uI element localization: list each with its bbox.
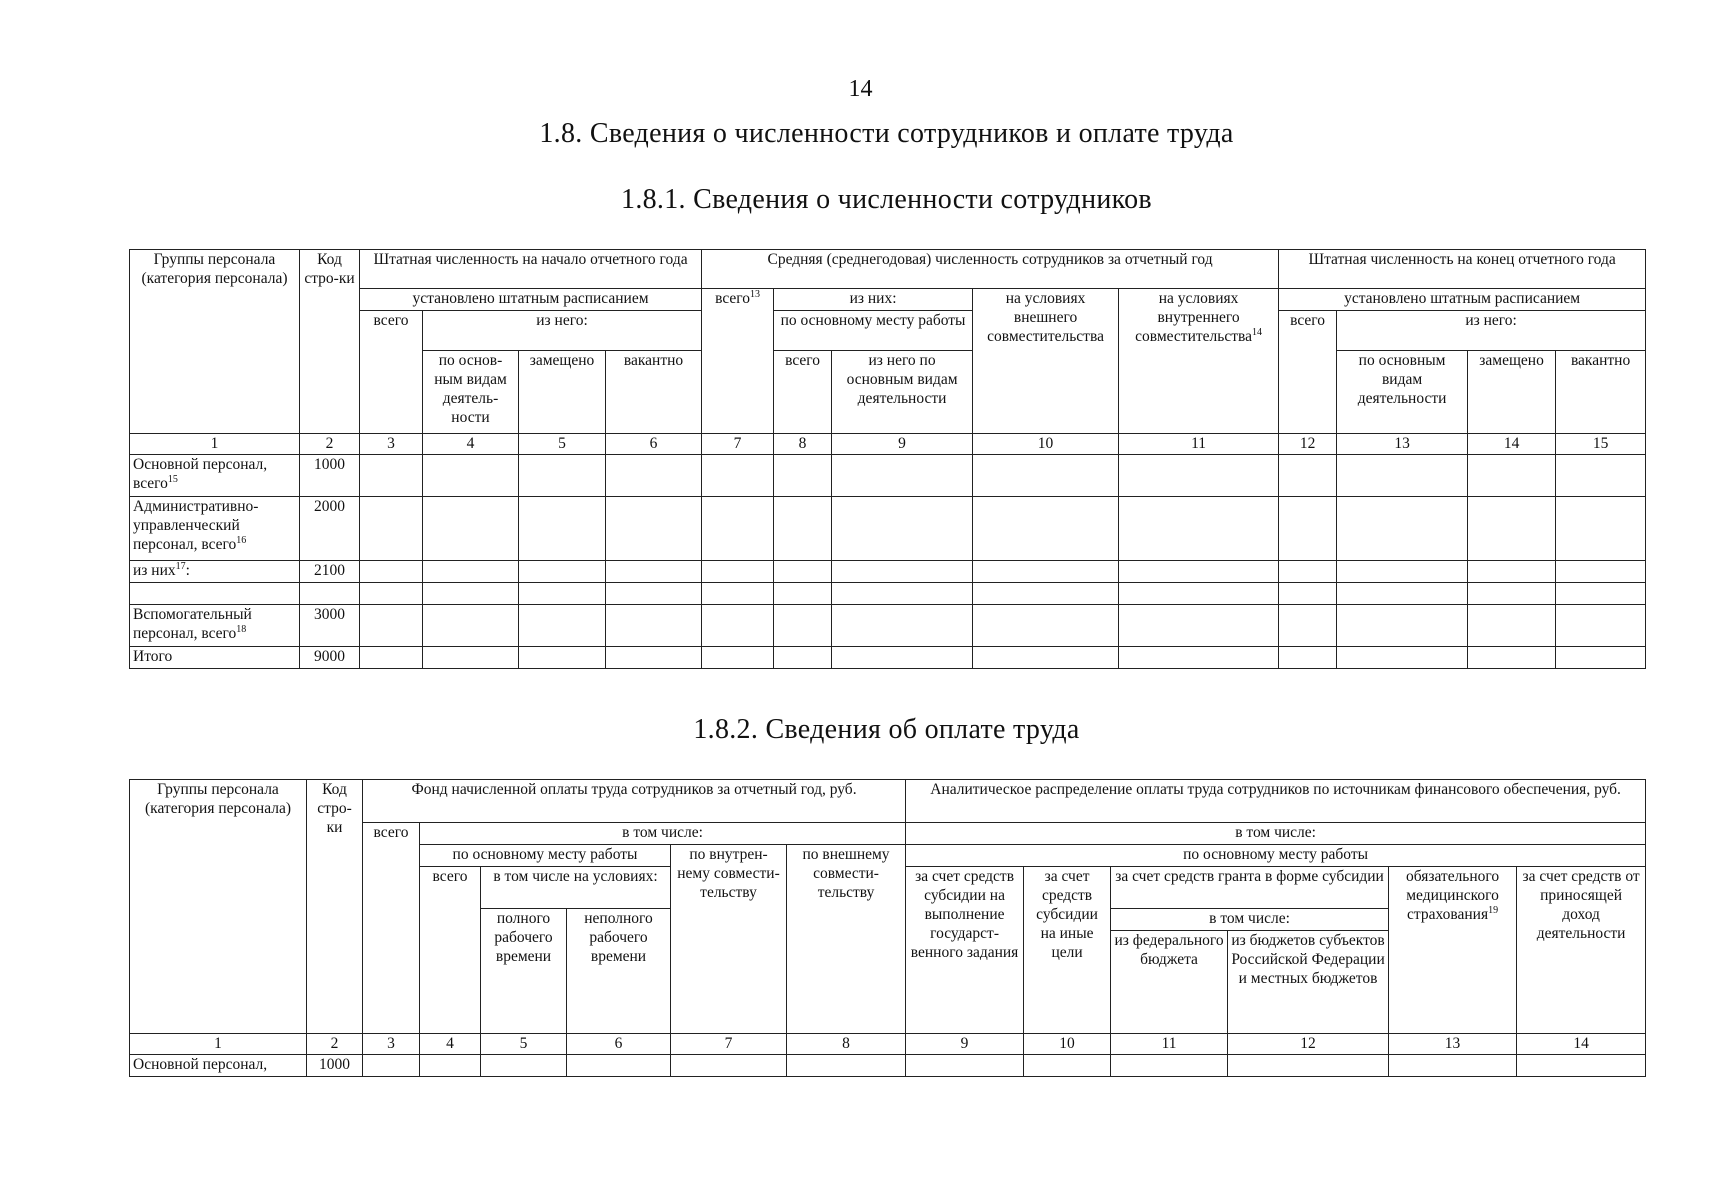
header-end-main-activity: по основным видам деятельности: [1337, 351, 1468, 434]
col-number: 8: [774, 434, 832, 455]
header-code: Код стро-ки: [300, 250, 360, 434]
row-label: [130, 583, 300, 605]
header-average-count: Средняя (среднегодовая) численность сотрудников за отчетный год: [702, 250, 1279, 289]
col-number: 5: [481, 1034, 567, 1055]
header-avg-total: всего$^{13}$: [702, 289, 774, 434]
header-fund-part-time: неполного рабочего времени: [567, 909, 671, 1034]
table-row: [130, 1055, 1646, 1077]
col-number: 9: [906, 1034, 1024, 1055]
page-number: 14: [848, 76, 873, 102]
col-number: 6: [567, 1034, 671, 1055]
table-row: [130, 605, 1646, 647]
row-label: Основной персонал,: [130, 1055, 307, 1077]
col-number: 11: [1111, 1034, 1228, 1055]
row-code: 2100: [300, 561, 360, 583]
row-label: из них$^{17}$:: [130, 561, 300, 583]
col-number: 10: [973, 434, 1119, 455]
header-avg-external: на условиях внешнего совместительства: [973, 289, 1119, 434]
header-anal-incl: в том числе:: [906, 823, 1646, 845]
header-groups: Группы персонала (категория персонала): [130, 250, 300, 434]
row-code: 2000: [300, 497, 360, 561]
header-start-vacant: вакантно: [606, 351, 702, 434]
col-number: 7: [702, 434, 774, 455]
col-number: 2: [307, 1034, 363, 1055]
row-label: Итого: [130, 647, 300, 669]
col-number: 13: [1389, 1034, 1517, 1055]
header-fund-external: по внешнему совмести-тельству: [787, 845, 906, 1034]
row-code: 1000: [300, 455, 360, 497]
header-start-filled: замещено: [519, 351, 606, 434]
header-start-of-year: Штатная численность на начало отчетного года: [360, 250, 702, 289]
payroll-table: [129, 779, 1646, 1077]
header-fund-full-time: полного рабочего времени: [481, 909, 567, 1034]
header-groups: Группы персонала (категория персонала): [130, 780, 307, 1034]
header-fund-main-total: всего: [420, 867, 481, 1034]
row-code: 3000: [300, 605, 360, 647]
header-end-total: всего: [1279, 311, 1337, 434]
header-end-of-year: Штатная численность на конец отчетного года: [1279, 250, 1646, 289]
header-avg-main-activity: из него по основным видам деятельности: [832, 351, 973, 434]
staff-count-table: [129, 249, 1646, 669]
header-end-filled: замещено: [1468, 351, 1556, 434]
col-number: 1: [130, 1034, 307, 1055]
header-anal-main-place: по основному месту работы: [906, 845, 1646, 867]
row-label: Административно-управленческий персонал, всего$^{16}$: [130, 497, 300, 561]
col-number: 14: [1468, 434, 1556, 455]
header-anal-federal: из федерального бюджета: [1111, 931, 1228, 1034]
row-label: Вспомогательный персонал, всего$^{18}$: [130, 605, 300, 647]
col-number: 9: [832, 434, 973, 455]
table-row: [130, 583, 1646, 605]
col-number: 8: [787, 1034, 906, 1055]
col-number: 12: [1228, 1034, 1389, 1055]
col-number: 5: [519, 434, 606, 455]
header-avg-main-place: по основному месту работы: [774, 311, 973, 351]
header-end-of-it: из него:: [1337, 311, 1646, 351]
header-anal-subsidy-other: за счет средств субсидии на иные цели: [1024, 867, 1111, 1034]
row-label: Основной персонал, всего$^{15}$: [130, 455, 300, 497]
col-number: 12: [1279, 434, 1337, 455]
header-end-vacant: вакантно: [1556, 351, 1646, 434]
col-number: 6: [606, 434, 702, 455]
col-number: 10: [1024, 1034, 1111, 1055]
header-fund-incl-cond: в том числе на условиях:: [481, 867, 671, 909]
header-start-total: всего: [360, 311, 423, 434]
header-end-established: установлено штатным расписанием: [1279, 289, 1646, 311]
col-number: 13: [1337, 434, 1468, 455]
col-number: 2: [300, 434, 360, 455]
col-number: 1: [130, 434, 300, 455]
section-heading-1-8-2: 1.8.2. Сведения об оплате труда: [693, 714, 1080, 745]
header-start-main-activity: по основ-ным видам деятель-ности: [423, 351, 519, 434]
row-code: 9000: [300, 647, 360, 669]
header-anal-regional: из бюджетов субъектов Российской Федерации и местных бюджетов: [1228, 931, 1389, 1034]
header-anal-income: за счет средств от приносящей доход деятельности: [1517, 867, 1646, 1034]
col-number: 14: [1517, 1034, 1646, 1055]
header-code: Код стро-ки: [307, 780, 363, 1034]
row-code: 1000: [307, 1055, 363, 1077]
header-start-established: установлено штатным расписанием: [360, 289, 702, 311]
header-anal-oms: обязательного медицинского страхования$^{19}$: [1389, 867, 1517, 1034]
header-anal-grant: за счет средств гранта в форме субсидии: [1111, 867, 1389, 909]
row-code: [300, 583, 360, 605]
table-row: [130, 497, 1646, 561]
col-number: 7: [671, 1034, 787, 1055]
table-row: [130, 647, 1646, 669]
section-heading-1-8: 1.8. Сведения о численности сотрудников и оплате труда: [539, 118, 1234, 149]
table-row: [130, 561, 1646, 583]
column-number-row: [130, 1034, 1646, 1055]
col-number: 4: [423, 434, 519, 455]
col-number: 3: [363, 1034, 420, 1055]
header-anal-grant-incl: в том числе:: [1111, 909, 1389, 931]
section-heading-1-8-1: 1.8.1. Сведения о численности сотрудников: [621, 184, 1152, 215]
header-avg-of-them: из них:: [774, 289, 973, 311]
table-row: [130, 455, 1646, 497]
header-avg-main-total: всего: [774, 351, 832, 434]
col-number: 15: [1556, 434, 1646, 455]
header-avg-internal: на условиях внутреннего совместительства$^{14}$: [1119, 289, 1279, 434]
header-start-of-it: из него:: [423, 311, 702, 351]
col-number: 11: [1119, 434, 1279, 455]
col-number: 4: [420, 1034, 481, 1055]
header-anal-subsidy-task: за счет средств субсидии на выполнение государст-венного задания: [906, 867, 1024, 1034]
header-fund-internal: по внутрен-нему совмести-тельству: [671, 845, 787, 1034]
header-analytical: Аналитическое распределение оплаты труда сотрудников по источникам финансового обеспечения, руб.: [906, 780, 1646, 823]
header-fund-main-place: по основному месту работы: [420, 845, 671, 867]
header-fund-total: всего: [363, 823, 420, 1034]
header-fund: Фонд начисленной оплаты труда сотрудников за отчетный год, руб.: [363, 780, 906, 823]
col-number: 3: [360, 434, 423, 455]
column-number-row: [130, 434, 1646, 455]
header-fund-incl: в том числе:: [420, 823, 906, 845]
